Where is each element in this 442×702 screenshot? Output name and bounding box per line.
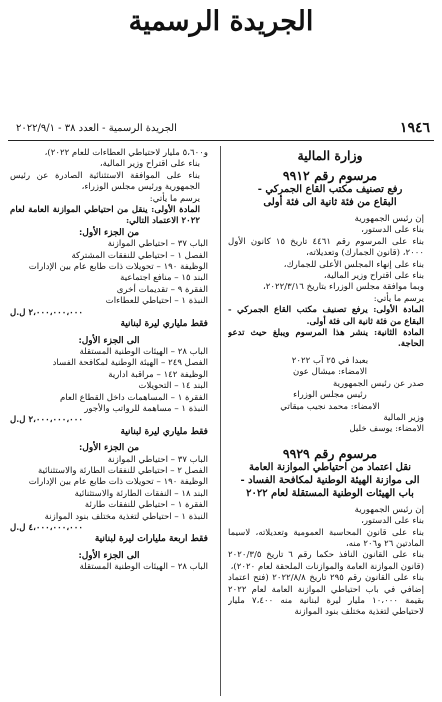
decree-1-minister-title: وزير المالية [383, 412, 424, 423]
block-1-line: البند ١٥ – منافع اجتماعية [120, 273, 208, 284]
block-2-line: البند ١٤ – التحويلات [138, 381, 208, 392]
running-header [8, 122, 434, 141]
decree-1-pm-title: رئيس مجلس الوزراء [293, 390, 367, 401]
issue-title: الجريدة الرسمية - العدد ٣٨ - ٢٠٢٢/٩/١ [16, 123, 177, 134]
decree-2-title: مرسوم رقم ٩٩٢٩ [282, 445, 378, 461]
decree-1-subject-line: رفع تصنيف مكتب القاع الجمركي - [257, 184, 403, 195]
block-1-line: الباب ٣٧ – احتياطي الموازنة [107, 239, 208, 250]
block-3-line: الباب ٣٧ – احتياطي الموازنة [107, 454, 208, 465]
block-1-line: الفصل ١ – احتياطي للنفقات المشتركة [71, 250, 208, 261]
decree-1-body-line: بناء على الدستور، [361, 225, 424, 236]
intro-line: يرسم ما يأتي: [149, 193, 200, 204]
block-2-line: الوظيفة ١٤٢ – مراقبة ادارية [108, 369, 208, 380]
intro-line: بناء على اقتراح وزير المالية، [99, 159, 200, 170]
decree-2-body-line: بناء على القانون رقم ٢٩٥ تاريخ ٢٠٢٢/٨/٨ (فتح اعتماد إضافي في باب احتياطي الموازنة العامة لعام ٢٠٢٢ بقيمة ١٠،٠٠٠ مليار ليرة لبنانية منه ٧،٤٠٠ مليار لاحتياطي لتغذية مختلف بنود الموازنة [228, 573, 424, 618]
decree-1-article-1: المادة الأولى: يرفع تصنيف مكتب القاع الجمركي - البقاع من فئة ثانية الى فئة أولى. [228, 305, 424, 327]
block-2-line: الفصل ٢٤٩ – الهيئة الوطنية لمكافحة الفساد [52, 358, 208, 369]
block-1-amount-words: فقط ملياري ليرة لبنانية [120, 319, 208, 330]
block-1-amount: ٢،٠٠٠،٠٠٠،٠٠٠ ل.ل [10, 307, 83, 318]
decree-2-body-line: بناء على الدستور، [361, 516, 424, 527]
block-4-line: الباب ٢٨ – الهيئات الوطنية المستقلة [79, 562, 208, 573]
block-1-line: النبذة ١ – احتياطي للعطاءات [105, 296, 208, 307]
block-1-line: الوظيفة ١٩٠ – تحويلات ذات طابع عام بين الإدارات [28, 262, 208, 273]
decree-1-body-line: إن رئيس الجمهورية [354, 214, 424, 224]
left-column [10, 148, 208, 696]
block-3-part: من الجزء الأول: [78, 443, 140, 454]
block-3-line: الفقرة ١ – احتياطي للنفقات طارئة [84, 500, 208, 511]
block-3-line: الفصل ٢ – احتياطي للنفقات الطارئة والاستثنائية [37, 465, 208, 476]
decree-1-body-line: يرسم ما يأتي: [373, 293, 424, 304]
decree-1-minister-signature: الامضاء: يوسف خليل [349, 424, 424, 435]
decree-2-body-line: بناء على القانون النافذ حكما رقم ٦ تاريخ ٢٠٢٠/٣/٥ (قانون الموازنة العامة والموازنات الملحقة لعام ٢٠٢٠)، [228, 550, 424, 572]
decree-2-body-line: إن رئيس الجمهورية [354, 504, 424, 515]
page-number: ١٩٤٦ [399, 120, 430, 136]
block-3-amount-words: فقط اربعة مليارات ليرة لبنانية [94, 534, 208, 545]
decree-1-signature: الامضاء: ميشال عون [293, 367, 367, 378]
block-3-line: النبذة ١ – احتياطي لتغذية مختلف بنود الموازنة [44, 511, 208, 522]
intro-line: بناء على الموافقة الاستثنائية الصادرة عن رئيس الجمهورية ورئيس مجلس الوزراء، [10, 170, 200, 193]
decree-2-subject-line: الى موازنة الهيئة الوطنية لمكافحة الفساد - [240, 474, 420, 486]
decree-1-subject-line: البقاع من فئة ثانية الى فئة أولى [263, 197, 397, 208]
right-column [228, 148, 432, 696]
block-2-part: الى الجزء الأول: [78, 335, 140, 346]
intro-line: و٥،٦٠٠ مليار لاحتياطي العطاءات للعام ٢٠٢٢)، [44, 148, 208, 158]
block-1-part: من الجزء الأول: [78, 227, 140, 238]
block-3-line: البند ١٨ – النفقات الطارئة والاستثنائية [74, 488, 208, 499]
masthead-title: الجريدة الرسمية [128, 6, 314, 37]
decree-1-body-line: بناء على اقتراح وزير المالية، [323, 271, 424, 282]
block-2-amount-words: فقط ملياري ليرة لبنانية [120, 426, 208, 437]
block-4-part: الى الجزء الأول: [78, 550, 140, 561]
decree-1-body-line: بناء على إنهاء المجلس الأعلى للجمارك، [283, 259, 424, 270]
block-3-line: الوظيفة ١٩٠ – تحويلات ذات طابع عام بين الإدارات [28, 477, 208, 488]
decree-1-body-line: بناء على المرسوم رقم ٤٤٦١ تاريخ ١٥ كانون الأول ٢٠٠٠، (قانون الجمارك) وتعديلاته، [228, 236, 424, 259]
decree-2-body-line: بناء على قانون المحاسبة العمومية وتعديلاته، لاسيما المادتين ٢٦ و٢٠٦ منه، [228, 527, 424, 549]
decree-1-date: بعبدا في ٢٥ آب ٢٠٢٢ [291, 355, 369, 366]
decree-1-article-2: المادة الثانية: ينشر هذا المرسوم ويبلغ حيث تدعو الحاجة. [228, 328, 424, 350]
block-3-amount: ٤،٠٠٠،٠٠٠،٠٠٠ ل.ل [10, 523, 83, 533]
decree-2-subject-line: نقل اعتماد من احتياطي الموازنة العامة [248, 461, 412, 473]
block-2-amount: ٢،٠٠٠،٠٠٠،٠٠٠ ل.ل [10, 415, 83, 426]
block-2-line: الباب ٢٨ – الهيئات الوطنية المستقلة [79, 346, 208, 357]
decree-1-issued-by: صدر عن رئيس الجمهورية [333, 378, 424, 389]
ministry-heading: وزارة المالية [297, 148, 363, 163]
block-1-line: الفقرة ٩ – تقديمات أخرى [116, 284, 208, 295]
decree-1-body-line: وبما موافقة مجلس الوزراء بتاريخ ٢٠٢٢/٣/١٦، [263, 282, 424, 293]
article-1: المادة الأولى: ينقل من احتياطي الموازنة العامة لعام ٢٠٢٢ الاعتماد التالي: [10, 205, 200, 227]
decree-1-title: مرسوم رقم ٩٩١٢ [282, 168, 378, 183]
decree-2-subject-line: باب الهيئات الوطنية المستقلة لعام ٢٠٢٢ [246, 487, 414, 499]
decree-1-pm-signature: الامضاء: محمد نجيب ميقاتي [280, 401, 380, 412]
block-2-line: النبذة ١ – مساهمة للرواتب والأجور [84, 403, 208, 414]
column-divider [220, 146, 221, 696]
block-2-line: الفقرة ١ – المساهمات داخل القطاع العام [59, 392, 208, 403]
